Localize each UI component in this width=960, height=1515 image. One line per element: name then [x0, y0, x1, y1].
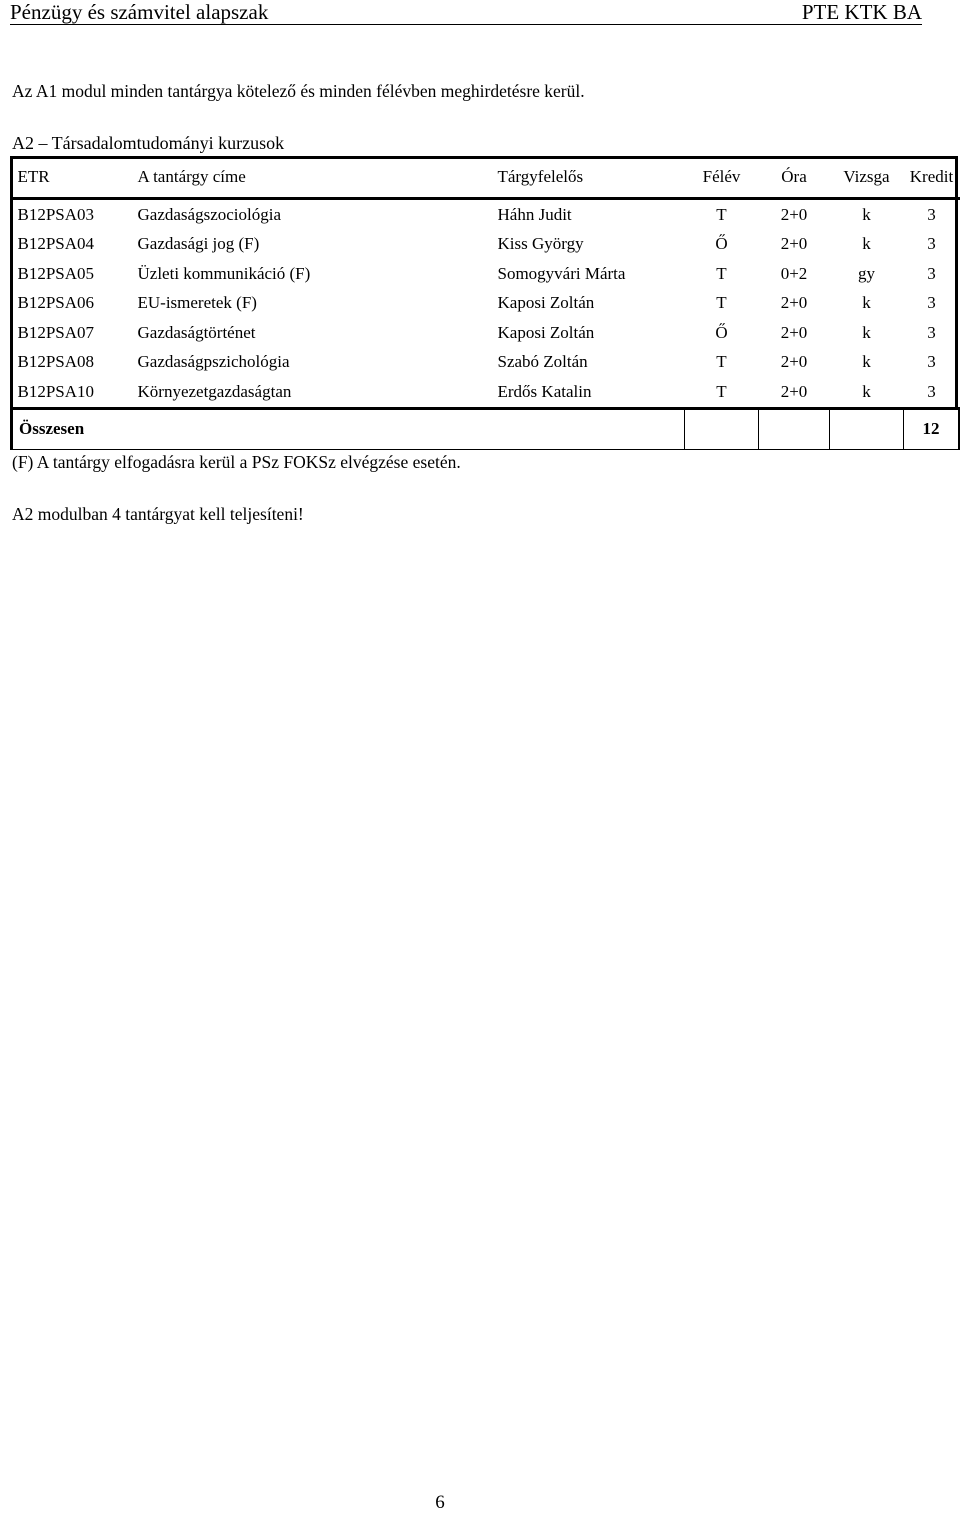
total-exam-cell [830, 408, 904, 449]
cell-etr: B12PSA05 [17, 263, 95, 283]
header-institution: PTE KTK BA [801, 0, 922, 24]
table-row [12, 348, 960, 378]
cell-semester: Ő [715, 322, 728, 342]
column-header-responsible: Tárgyfelelős [492, 156, 685, 199]
page-number: 6 [435, 1492, 445, 1513]
cell-hours: 2+0 [780, 322, 808, 342]
cell-exam: gy [858, 263, 875, 283]
cell-responsible: Kaposi Zoltán [497, 322, 595, 342]
cell-hours: 2+0 [780, 234, 808, 254]
cell-credit: 3 [927, 381, 936, 401]
cell-exam: k [862, 352, 871, 372]
cell-hours: 0+2 [780, 263, 808, 283]
page-header [10, 0, 922, 25]
cell-title: Gazdaságtörténet [137, 322, 256, 342]
table-total-row [12, 408, 960, 449]
cell-credit: 3 [927, 322, 936, 342]
cell-etr: B12PSA06 [17, 293, 95, 313]
total-label: Összesen [12, 408, 685, 449]
cell-semester: Ő [715, 234, 728, 254]
cell-semester: T [716, 263, 727, 283]
intro-paragraph: Az A1 modul minden tantárgya kötelező és minden félévben meghirdetésre kerül. [12, 81, 585, 101]
cell-credit: 3 [927, 263, 936, 283]
cell-hours: 2+0 [780, 204, 808, 224]
cell-etr: B12PSA03 [17, 204, 95, 224]
cell-title: EU-ismeretek (F) [137, 293, 257, 313]
cell-semester: T [716, 352, 727, 372]
table-row [12, 230, 960, 260]
column-header-etr: ETR [12, 156, 132, 199]
cell-etr: B12PSA07 [17, 322, 95, 342]
cell-title: Gazdaságszociológia [137, 204, 281, 224]
column-header-credit: Kredit [904, 156, 960, 199]
cell-semester: T [716, 204, 727, 224]
total-hours-cell [759, 408, 830, 449]
cell-responsible: Kaposi Zoltán [497, 293, 595, 313]
cell-exam: k [862, 204, 871, 224]
cell-responsible: Szabó Zoltán [497, 352, 588, 372]
cell-title: Üzleti kommunikáció (F) [137, 263, 311, 283]
cell-responsible: Kiss György [497, 234, 584, 254]
cell-responsible: Háhn Judit [497, 204, 572, 224]
table-row [12, 318, 960, 348]
cell-exam: k [862, 322, 871, 342]
cell-hours: 2+0 [780, 293, 808, 313]
table-row [12, 289, 960, 319]
cell-responsible: Somogyvári Márta [497, 263, 626, 283]
cell-title: Gazdasági jog (F) [137, 234, 260, 254]
header-program-title: Pénzügy és számvitel alapszak [10, 0, 269, 24]
table-frame-right [955, 156, 958, 407]
column-header-title: A tantárgy címe [132, 156, 492, 199]
cell-credit: 3 [927, 204, 936, 224]
column-header-hours: Óra [759, 156, 830, 199]
total-semester-cell [685, 408, 759, 449]
cell-credit: 3 [927, 352, 936, 372]
table-row [12, 377, 960, 408]
cell-exam: k [862, 293, 871, 313]
cell-semester: T [716, 293, 727, 313]
column-header-semester: Félév [685, 156, 759, 199]
table-header-row [12, 156, 960, 199]
cell-title: Gazdaságpszichológia [137, 352, 290, 372]
column-header-exam: Vizsga [830, 156, 904, 199]
cell-responsible: Erdős Katalin [497, 381, 592, 401]
table-row [12, 259, 960, 289]
cell-hours: 2+0 [780, 352, 808, 372]
footnote: (F) A tantárgy elfogadásra kerül a PSz FOKSz elvégzése esetén. [12, 452, 461, 472]
total-credit-value: 12 [904, 408, 960, 449]
course-table [10, 156, 960, 450]
table-frame-top [10, 156, 958, 159]
table-frame-left [10, 156, 13, 407]
cell-etr: B12PSA10 [17, 381, 95, 401]
cell-etr: B12PSA08 [17, 352, 95, 372]
module-requirement: A2 modulban 4 tantárgyat kell teljesíteni! [12, 504, 304, 524]
cell-exam: k [862, 381, 871, 401]
cell-exam: k [862, 234, 871, 254]
section-title: A2 – Társadalomtudományi kurzusok [12, 133, 285, 153]
table-row [12, 199, 960, 230]
cell-semester: T [716, 381, 727, 401]
cell-etr: B12PSA04 [17, 234, 95, 254]
cell-hours: 2+0 [780, 381, 808, 401]
cell-title: Környezetgazdaságtan [137, 381, 292, 401]
cell-credit: 3 [927, 234, 936, 254]
cell-credit: 3 [927, 293, 936, 313]
